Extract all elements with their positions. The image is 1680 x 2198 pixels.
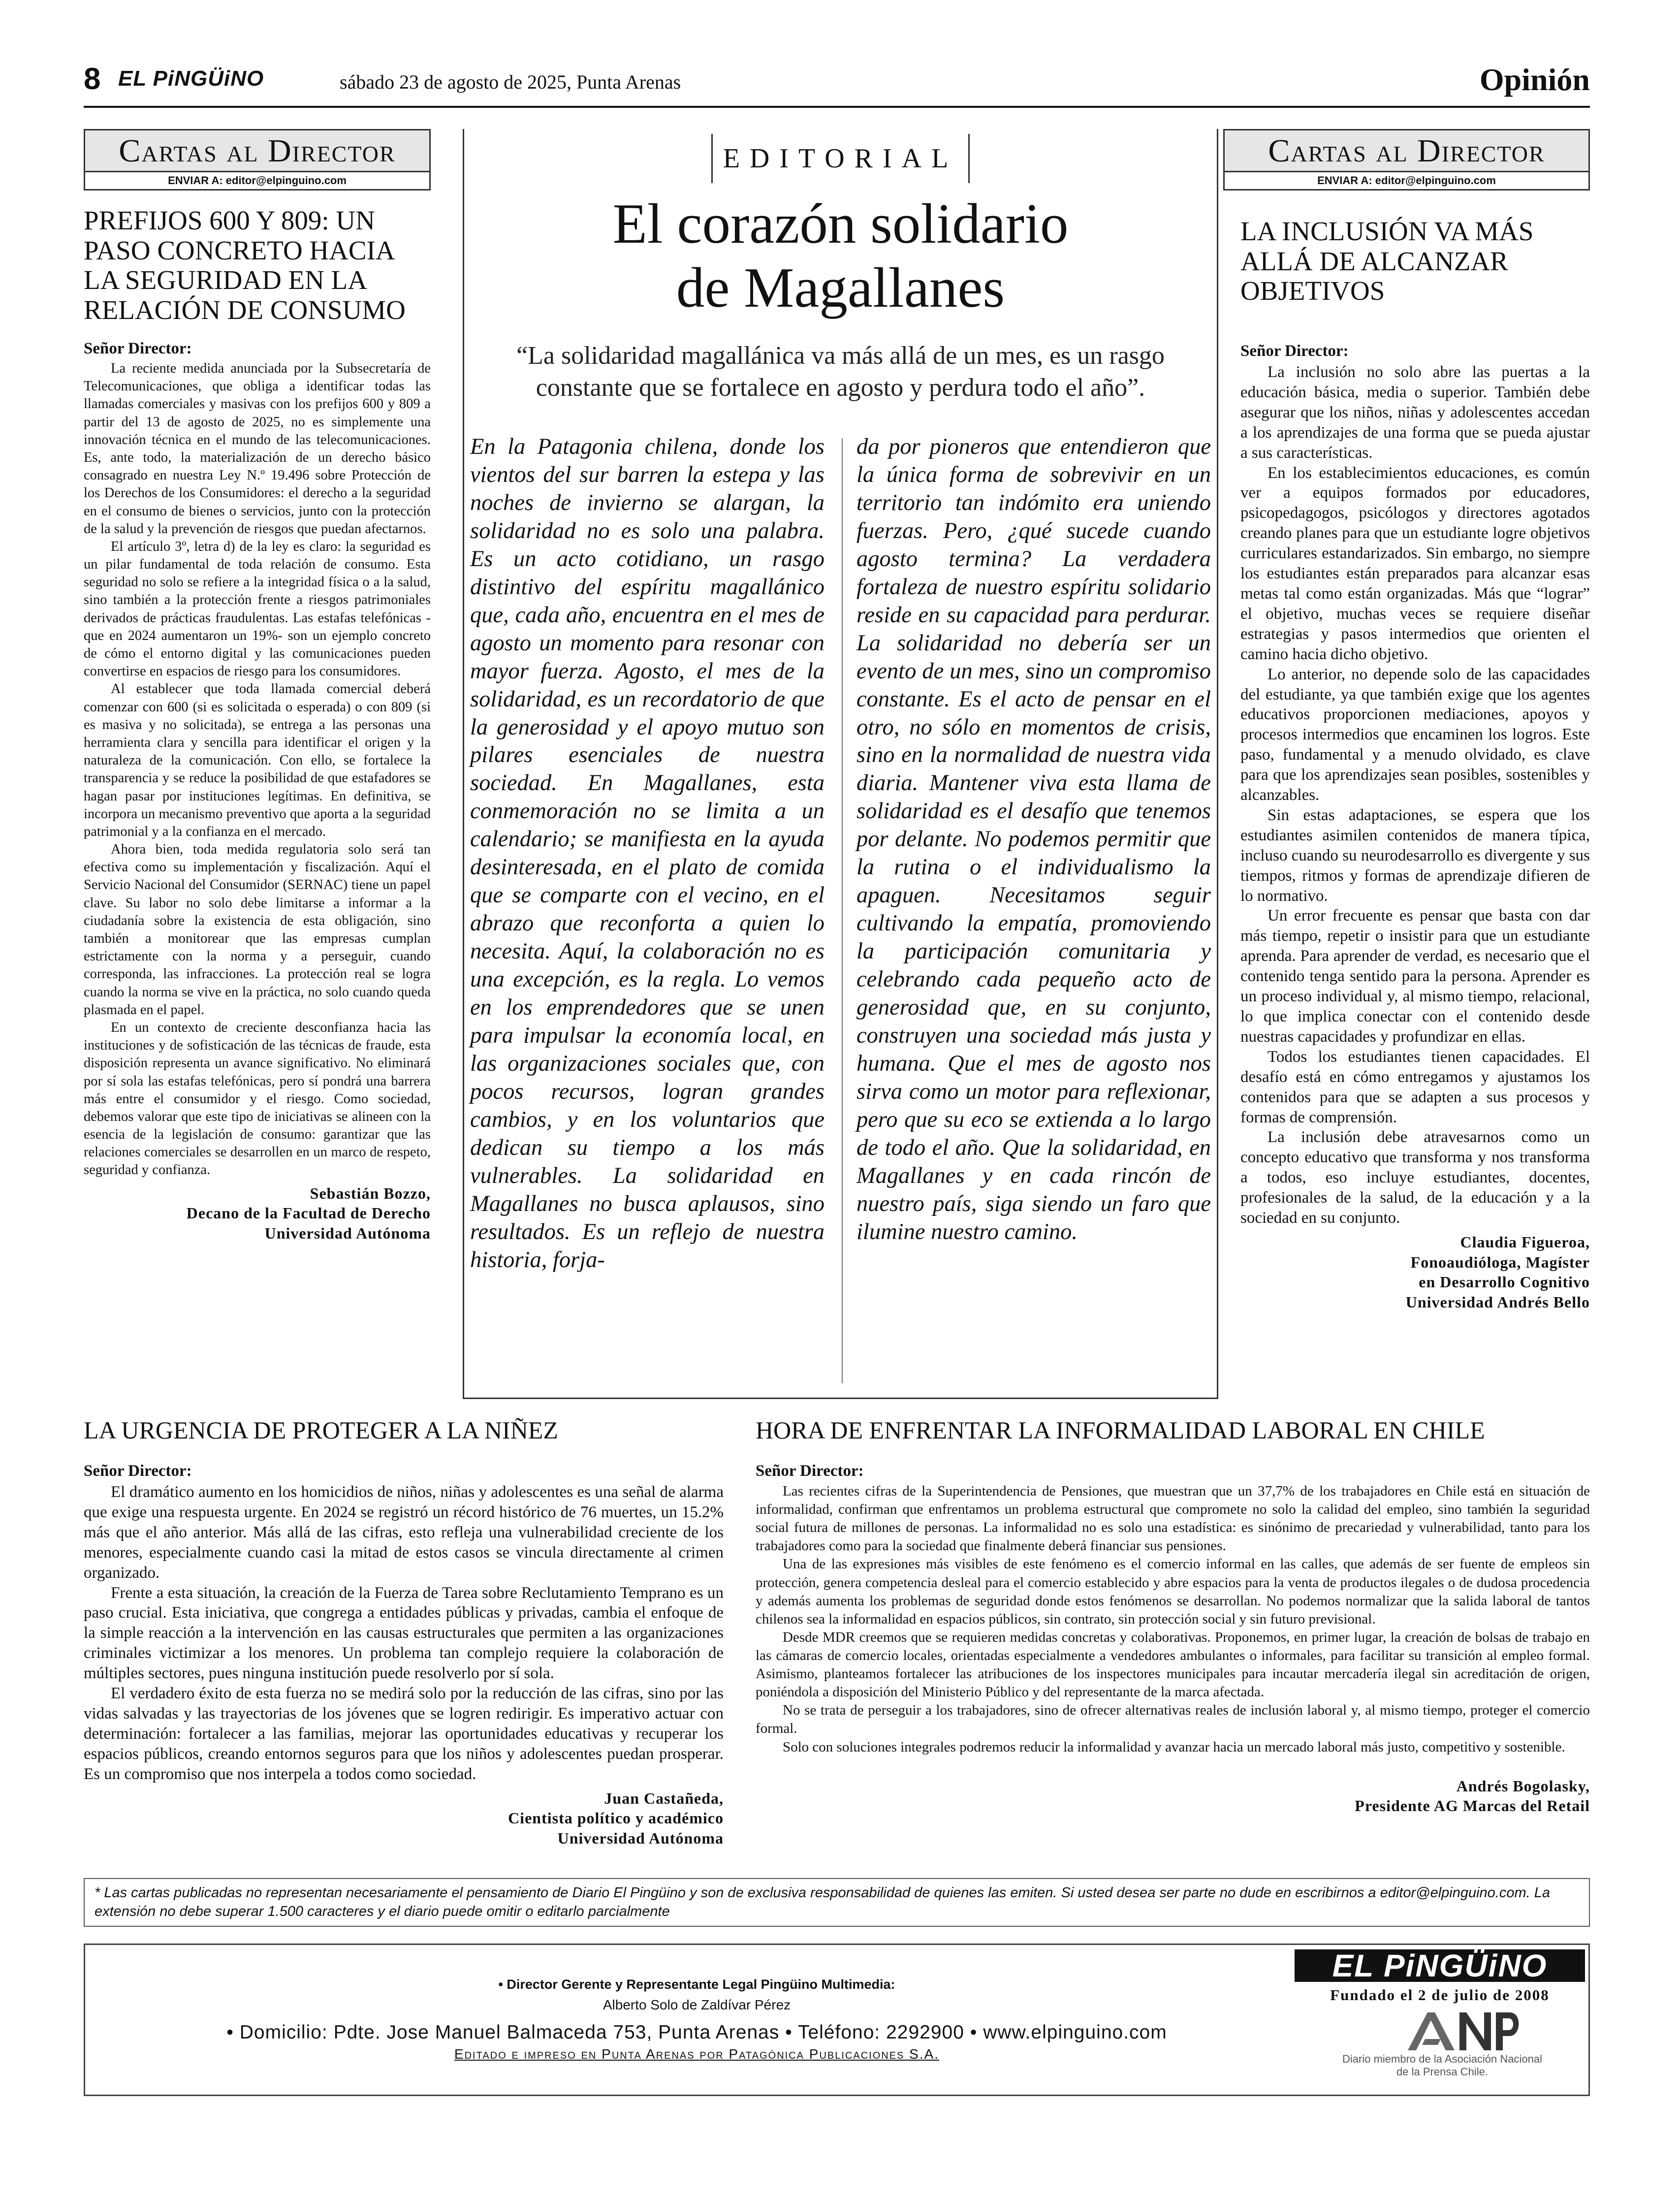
signature-name: Andrés Bogolasky, [1456,1777,1590,1795]
paragraph: Las recientes cifras de la Superintendencia de Pensiones, que muestran que un 37,7% de los trabajadores en Chile está en situación de informalidad, confirman que enfrentamos un problema estructural que compromete no solo la calidad del empleo, sino también la seguridad social futura de millones de personas. La informalidad no es solo una estadística: es sinónimo de precariedad y vulnerabilidad, tanto para los trabajadores como para la sociedad que finalmente deberá financiar sus pensiones. [756,1483,1590,1554]
header-rule [84,106,1590,108]
letter-body-inclusion [1240,342,1590,1312]
editorial-label-box [711,134,970,183]
signature-role: Fonoaudióloga, Magíster [1410,1253,1590,1271]
paragraph: No se trata de perseguir a los trabajadores, sino de ofrecer alternativas reales de inclusión laboral y, al mismo tiempo, proteger el comercio formal. [756,1702,1590,1737]
founded-date: Fundado el 2 de julio de 2008 [1330,1986,1550,2004]
salute: Señor Director: [84,1462,192,1480]
footer-director-label: • Director Gerente y Representante Legal Pingüino Multimedia: [498,1977,895,1992]
salute: Señor Director: [756,1462,864,1480]
salute: Señor Director: [84,340,192,357]
footer-address: • Domicilio: Pdte. Jose Manuel Balmaceda 753, Punta Arenas • Teléfono: 2292900 • www.elpinguino.com [226,2022,1167,2043]
letters-disclaimer: * Las cartas publicadas no representan necesariamente el pensamiento de Diario El Pingüino y son de exclusiva responsabilidad de quienes las emiten. Si usted desea ser parte no dude en escribirnos a editor@elpinguino.com. La extensión no debe superar 1.500 caracteres y el diario puede omitir o editarlo parcialmente [84,1878,1590,1927]
paragraph: En los establecimientos educaciones, es común ver a equipos formados por educadores, psicopedagogos, psicólogos y directores agotados creando planes para que un estudiante logre objetivos curriculares estandarizados. Sin embargo, no siempre los estudiantes están preparados para alcanzar esas metas tal como están organizadas. Más que “lograr” el objetivo, muchas veces se requiere diseñar estrategias y pasos intermedios que orienten el camino hacia dicho objetivo. [1240,464,1590,663]
cartas-header-left [84,129,431,191]
paragraph: Frente a esta situación, la creación de la Fuerza de Tarea sobre Reclutamiento Temprano es un paso crucial. Esta iniciativa, que congrega a entidades públicas y privadas, cambia el enfoque de la simple reacción a la intervención en las causas estructurales que permiten a las organizaciones criminales victimizar a los menores. Un problema tan complejo requiere la colaboración de múltiples sectores, pues ninguna institución puede resolverlo por sí sola. [84,1584,724,1683]
signature-role: Cientista político y académico [508,1809,724,1827]
anp-logo-icon [1405,2008,1523,2053]
letter-body-informalidad [756,1462,1590,1816]
letter-body-prefijos [84,340,431,1243]
salute: Señor Director: [1240,342,1349,360]
signature-name: Claudia Figueroa, [1460,1233,1590,1251]
date-line: sábado 23 de agosto de 2025, Punta Arenas [340,71,681,93]
signature [756,1776,1590,1816]
page-header [84,62,1590,108]
letter-body-ninez [84,1462,724,1848]
paragraph: Una de las expresiones más visibles de este fenómeno es el comercio informal en las calles, que además de ser fuente de empleos sin protección, genera competencia desleal para el comercio establecido y abre espacios para la venta de productos ilegales o de dudosa procedencia y además aumenta los problemas de seguridad donde estos fenómenos se desarrollan. No podemos normalizar que la salida laboral de tantos chilenos sea la informalidad en espacios públicos, sin contrato, sin protección social y sin futuro previsional. [756,1556,1590,1627]
paragraph: Sin estas adaptaciones, se espera que los estudiantes asimilen contenidos de manera típica, incluso cuando su neurodesarrollo es divergente y sus tiempos, ritmos y formas de aprendizaje difieren de lo normativo. [1240,806,1590,905]
editorial-title-line: El corazón solidario [612,192,1069,255]
footer-credits [85,1977,1308,2062]
paragraph: En un contexto de creciente desconfianza hacia las instituciones y de sofisticación de las técnicas de fraude, esta disposición representa un avance significativo. No eliminará por sí sola las estafas telefónicas, pero sí pondrá una barrera más entre el consumidor y el riesgo. Como sociedad, debemos valorar que este tipo de iniciativas se alineen con la esencia de la legislación de consumo: garantizar que las relaciones comerciales se desarrollen en un marco de respeto, seguridad y confianza. [84,1019,431,1178]
paragraph: Todos los estudiantes tienen capacidades. El desafío está en cómo entregamos y ajustamos los contenidos para que se adapten a sus procesos y formas de comprensión. [1240,1048,1590,1126]
brand-name: EL PiNGÜiNO [118,66,264,91]
editorial-column-2: da por pioneros que entendieron que la única forma de sobrevivir en un territorio tan indómito era uniendo fuerzas. Pero, ¿qué sucede cuando agosto termina? La verdadera fortaleza de nuestro espíritu solidario reside en su capacidad para perdurar. La solidaridad no debería ser un evento de un mes, sino un compromiso constante. Es el acto de pensar en el otro, no sólo en momentos de crisis, sino en la normalidad de nuestra vida diaria. Mantener viva esta llama de solidaridad es el desafío que tenemos por delante. No podemos permitir que la rutina o el individualismo la apaguen. Necesitamos seguir cultivando la empatía, promoviendo la participación comunitaria y celebrando cada pequeño acto de generosidad que, en su conjunto, construyen una sociedad más justa y humana. Que el mes de agosto nos sirva como un motor para reflexionar, pero que su eco se extienda a lo largo de todo el año. Que la solidaridad, en Magallanes y en cada rincón de nuestro país, siga siendo un faro que ilumine nuestro camino. [856,434,1211,1244]
letter-title-ninez: LA URGENCIA DE PROTEGER A LA NIÑEZ [84,1416,558,1444]
signature-org: Universidad Autónoma [557,1829,724,1847]
paragraph: La inclusión no solo abre las puertas a la educación básica, media o superior. También debe asegurar que los niños, niñas y adolescentes accedan a los aprendizajes de una forma que se pueda ajustar a sus características. [1240,363,1590,462]
signature-name: Sebastián Bozzo, [310,1184,431,1202]
editorial-column-1: En la Patagonia chilena, donde los vientos del sur barren la estepa y las noches de invierno se alargan, la solidaridad no es solo una palabra. Es un acto cotidiano, un rasgo distintivo del espíritu magallánico que, cada año, encuentra en el mes de agosto un momento para resonar con mayor fuerza. Agosto, el mes de la solidaridad, es un recordatorio de que la generosidad y el apoyo mutuo son pilares esenciales de nuestra sociedad. En Magallanes, esta conmemoración no se limita a un calendario; se manifiesta en la ayuda desinteresada, en el plato de comida que se comparte con el vecino, en el abrazo que reconforta a quien lo necesita. Aquí, la colaboración no es una excepción, es la regla. Lo vemos en los emprendedores que se unen para impulsar la economía local, en las organizaciones sociales que, con pocos recursos, logran grandes cambios, y en los voluntarios que dedican su tiempo a los más vulnerables. La solidaridad en Magallanes no busca aplausos, sino resultados. Es un reflejo de nuestra historia, forja- [470,434,824,1273]
paragraph: El dramático aumento en los homicidios de niños, niñas y adolescentes es una señal de alarma que exige una respuesta urgente. En 2024 se registró un récord histórico de 76 muertes, un 15.2% más que el año anterior. Más allá de las cifras, esto refleja una vulnerabilidad creciente de los menores, especialmente cuando casi la mitad de estos casos se vincula directamente al crimen organizado. [84,1483,724,1582]
paragraph: Solo con soluciones integrales podremos reducir la informalidad y avanzar hacia un mercado laboral más justo, competitivo y sostenible. [783,1739,1565,1755]
signature [84,1183,431,1243]
cartas-email: ENVIAR A: editor@elpinguino.com [168,174,347,187]
footer-publisher: Editado e impreso en Punta Arenas por Patagónica Publicaciones S.A. [454,2046,940,2062]
paragraph: El verdadero éxito de esta fuerza no se medirá solo por la reducción de las cifras, sino por las vidas salvadas y las trayectorias de los jóvenes que se logren redirigir. Es imperativo actuar con determinación: fortalecer a las familias, mejorar las oportunidades educativas y recuperar los espacios públicos, creando entornos seguros para que los niños y adolescentes puedan prosperar. Es un compromiso que nos interpela a todos como sociedad. [84,1685,724,1783]
editorial-title [473,192,1208,320]
signature-role: Decano de la Facultad de Derecho [186,1204,431,1222]
letter-title-prefijos: PREFIJOS 600 Y 809: UN PASO CONCRETO HACIA LA SEGURIDAD EN LA RELACIÓN DE CONSUMO [84,205,406,325]
paragraph: La reciente medida anunciada por la Subsecretaría de Telecomunicaciones, que obliga a identificar todas las llamadas comerciales y masivas con los prefijos 600 y 809 a partir del 13 de agosto de 2025, no es simplemente una innovación técnica en el mundo de las telecomunicaciones. Es, ante todo, la materialización de un derecho básico consagrado en nuestra Ley N.º 19.496 sobre Protección de los Derechos de los Consumidores: el derecho a la seguridad en el consumo de bienes o servicios, junto con la protección de la salud y la prevención de riesgos que puedan afectarnos. [84,361,431,537]
editorial-quote: “La solidaridad magallánica va más allá de un mes, es un rasgo constante que se fortalece en agosto y perdura todo el año”. [516,342,1165,402]
signature-name: Juan Castañeda, [604,1789,724,1807]
signature-role: en Desarrollo Cognitivo [1419,1273,1590,1291]
editorial-label: EDITORIAL [723,143,958,174]
editorial-title-line: de Magallanes [676,256,1005,319]
section-title: Opinión [1479,62,1590,97]
letter-title-informalidad: HORA DE ENFRENTAR LA INFORMALIDAD LABORAL EN CHILE [756,1416,1485,1444]
cartas-title: Cartas al Director [85,130,429,172]
brand-logo: EL PiNGÜiNO [1295,1949,1585,1982]
signature-org: Universidad Autónoma [264,1224,431,1242]
letter-title-inclusion: LA INCLUSIÓN VA MÁS ALLÁ DE ALCANZAR OBJETIVOS [1240,216,1534,306]
page-number: 8 [84,62,101,96]
paragraph: El artículo 3º, letra d) de la ley es claro: la seguridad es un pilar fundamental de toda relación de consumo. Esta seguridad no solo se refiere a la integridad física o a la salud, sino también a la protección frente a riesgos patrimoniales derivados de prácticas fraudulentas. Las estafas telefónicas -que en 2024 aumentaron un 19%- son un ejemplo concreto de cómo el entorno digital y las comunicaciones pueden convertirse en espacios de riesgo para los consumidores. [84,539,431,679]
paragraph: Al establecer que toda llamada comercial deberá comenzar con 600 (si es solicitada o esperada) o con 809 (si es masiva y no solicitada), se entrega a las personas una herramienta clara y sencilla para identificar el origen y la naturaleza de la comunicación. Con ello, se fortalece la transparencia y se reduce la posibilidad de que estafadores se hagan pasar por instituciones legítimas. En definitiva, se incorpora un mecanismo preventivo que aporta a la seguridad patrimonial y a la confianza en el mercado. [84,681,431,839]
paragraph: Un error frecuente es pensar que basta con dar más tiempo, repetir o insistir para que un estudiante aprenda. Para aprender de verdad, es necesario que el contenido tenga sentido para la persona. Aprender es un proceso individual y, al mismo tiempo, relacional, lo que implica conectar con el contenido desde nuestras capacidades y profundizar en ellas. [1240,907,1590,1046]
paragraph: Ahora bien, toda medida regulatoria solo será tan efectiva como su implementación y fiscalización. Aquí el Servicio Nacional del Consumidor (SERNAC) tiene un papel clave. Su labor no solo debe limitarse a informar a la ciudadanía sobre la existencia de esta obligación, sino también a monitorear que las empresas cumplan estrictamente con la norma y a perseguir, cuando corresponda, las infracciones. La protección real se logra cuando la norma se vive en la práctica, no solo cuando queda plasmada en el papel. [84,842,431,1018]
signature-role: Presidente AG Marcas del Retail [1355,1797,1590,1815]
cartas-email: ENVIAR A: editor@elpinguino.com [1317,174,1496,187]
editorial-column-divider [842,438,843,1383]
signature [1240,1232,1590,1312]
paragraph: Lo anterior, no depende solo de las capacidades del estudiante, ya que también exige que los agentes educativos proporcionen mediaciones, apoyos y procesos intermedios que encaminen los logros. Este paso, fundamental y a menudo olvidado, es clave para que los aprendizajes sean posibles, sostenibles y alcanzables. [1240,665,1590,804]
paragraph: La inclusión debe atravesarnos como un concepto educativo que transforma y nos transforma a todos, eso incluye estudiantes, docentes, profesionales de la salud, de la educación y a la sociedad en su conjunto. [1240,1128,1590,1227]
paragraph: Desde MDR creemos que se requieren medidas concretas y colaborativas. Proponemos, en primer lugar, la creación de bolsas de trabajo en las cámaras de comercio locales, orientadas especialmente a vendedores ambulantes o informales, para facilitar su transición al empleo formal. Asimismo, planteamos fortalecer las atribuciones de los inspectores municipales para incautar mercadería ilegal sin acreditación de origen, poniéndola a disposición del Ministerio Público y del representante de la marca afectada. [756,1629,1590,1700]
cartas-title: Cartas al Director [1225,130,1588,172]
signature-org: Universidad Andrés Bello [1405,1293,1590,1311]
footer-director-name: Alberto Solo de Zaldívar Pérez [602,1997,791,2012]
signature [84,1788,724,1848]
cartas-header-right [1223,129,1590,191]
anp-caption: Diario miembro de la Asociación Nacional de la Prensa Chile. [1342,2053,1542,2078]
